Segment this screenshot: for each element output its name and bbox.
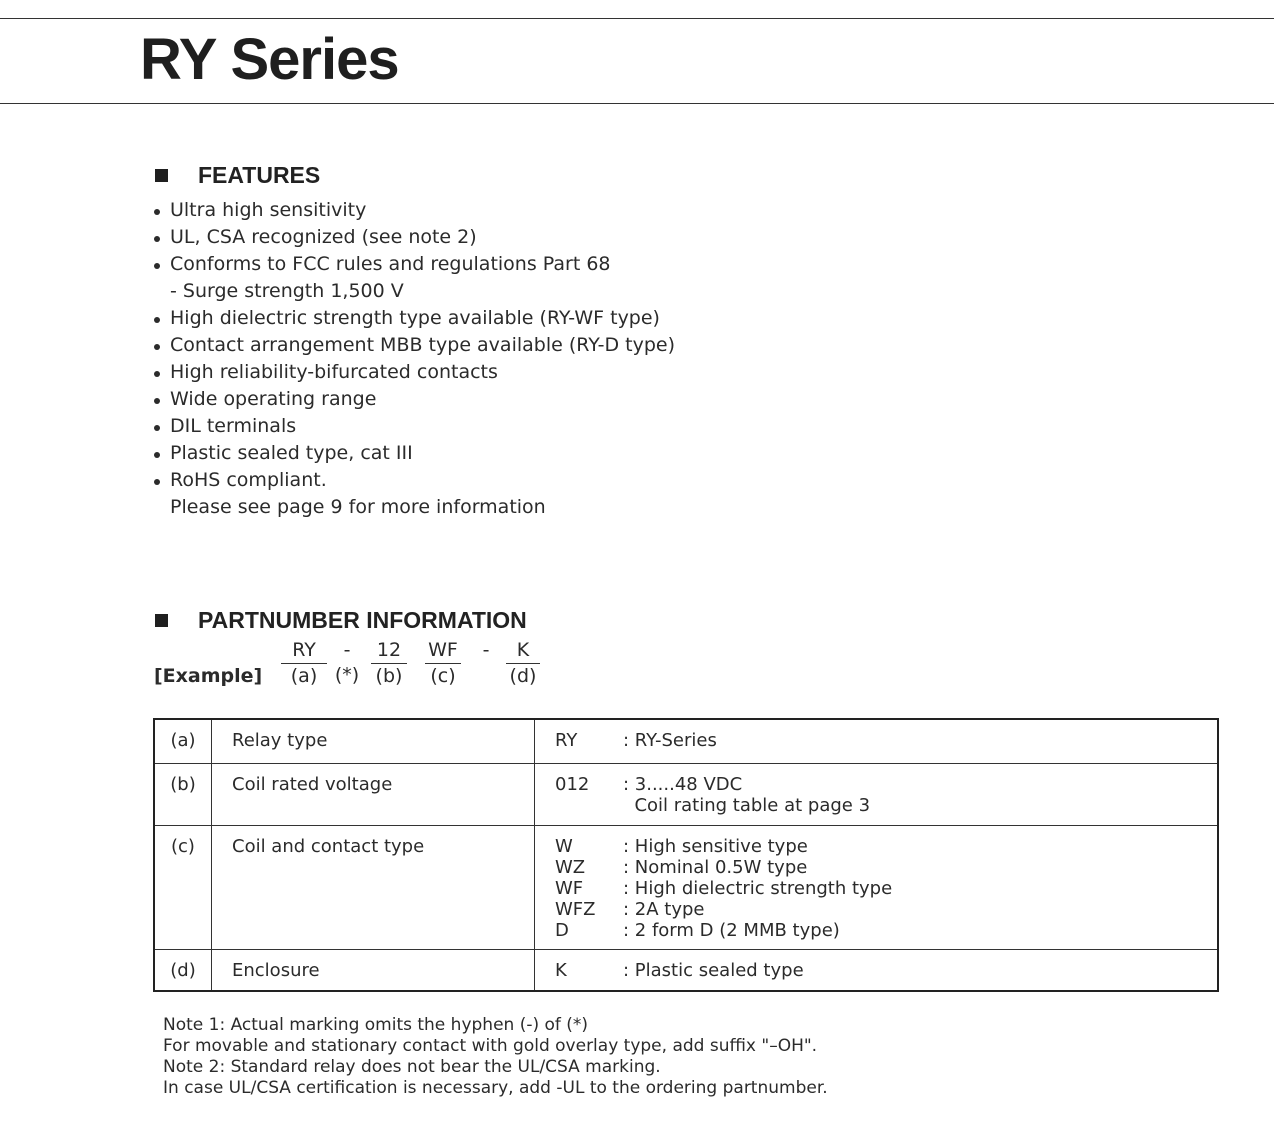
option-description: : 2A type [623,898,705,920]
example-segment-code: RY [281,639,327,664]
option-description: : High sensitive type [623,835,808,857]
feature-text: Ultra high sensitivity [170,199,367,221]
row-key: (a) [154,719,212,763]
feature-item [152,494,675,521]
example-segment [334,639,360,686]
option-line [555,730,1217,751]
features-list [152,197,675,521]
feature-text: RoHS compliant. [170,469,327,491]
option-line [555,836,1217,857]
option-line [555,960,1217,981]
partnumber-heading-label: PARTNUMBER INFORMATION [198,607,527,633]
bullet-dot-icon [152,251,170,278]
example-segment-key: (c) [430,665,456,687]
option-line [555,920,1217,941]
feature-text: Please see page 9 for more information [170,496,546,518]
example-segment-key: (b) [375,665,403,687]
features-heading-label: FEATURES [198,162,321,188]
option-code: WZ [555,856,586,878]
option-description: : RY-Series [623,730,717,751]
row-options [535,719,1219,763]
bullet-dot-icon [152,440,170,467]
example-segment-code: - [343,639,351,661]
example-segment-code: - [482,639,490,661]
table-row [154,763,1218,825]
row-name: Relay type [212,719,535,763]
bullet-dot-icon [152,359,170,386]
option-code: K [555,959,567,981]
feature-text: Plastic sealed type, cat III [170,442,413,464]
note-line: Note 1: Actual marking omits the hyphen (-) of (*) [163,1015,589,1035]
page-title: RY Series [140,27,399,92]
feature-item [152,413,675,440]
table-row [154,825,1218,949]
option-code: WF [555,877,584,899]
bullet-dot-icon [152,386,170,413]
feature-text: - Surge strength 1,500 V [170,280,404,302]
feature-item [152,305,675,332]
row-name: Enclosure [212,949,535,991]
table-row [154,719,1218,763]
example-segment-code: WF [425,639,461,664]
row-options [535,763,1219,825]
option-line [555,899,1217,920]
note-line: In case UL/CSA certification is necessary, add -UL to the ordering partnumber. [163,1078,828,1098]
example-segment [371,639,407,687]
feature-text: Contact arrangement MBB type available (RY-D type) [170,334,675,356]
option-line [555,878,1217,899]
option-code: 012 [555,773,590,795]
bullet-dot-icon [152,224,170,251]
row-name: Coil and contact type [212,825,535,949]
example-segment-key: (d) [509,665,537,687]
bullet-dot-icon [152,332,170,359]
feature-item [152,467,675,494]
option-code: WFZ [555,898,596,920]
indent-spacer [152,278,170,305]
feature-text: Conforms to FCC rules and regulations Part 68 [170,253,611,275]
feature-item [152,386,675,413]
option-description: : 2 form D (2 MMB type) [623,919,840,941]
row-options [535,825,1219,949]
row-name: Coil rated voltage [212,763,535,825]
feature-text: UL, CSA recognized (see note 2) [170,226,477,248]
features-heading [155,162,320,189]
feature-item [152,440,675,467]
feature-item [152,332,675,359]
feature-item [152,251,675,278]
header-rule-bottom [0,103,1274,104]
row-key: (d) [154,949,212,991]
option-line [555,774,1217,795]
example-segment-key: (*) [334,664,360,686]
option-code: W [555,835,573,857]
feature-item [152,278,675,305]
option-description: : 3.....48 VDC [623,773,743,795]
partnumber-heading [155,607,527,634]
bullet-dot-icon [152,197,170,224]
bullet-dot-icon [152,467,170,494]
option-code [555,795,623,816]
feature-item [152,359,675,386]
partnumber-table [153,718,1219,992]
square-bullet-icon [155,169,168,182]
option-code: RY [555,730,578,751]
option-description: : Nominal 0.5W type [623,856,808,878]
row-key: (b) [154,763,212,825]
feature-text: DIL terminals [170,415,297,437]
bullet-dot-icon [152,413,170,440]
feature-text: Wide operating range [170,388,377,410]
option-line [555,795,1217,816]
option-description: : Plastic sealed type [623,959,804,981]
row-key: (c) [154,825,212,949]
example-segment [506,639,540,687]
square-bullet-icon [155,614,168,627]
option-code: D [555,919,569,941]
table-row [154,949,1218,991]
example-segment-code: K [506,639,540,664]
option-line [555,857,1217,878]
note-line: Note 2: Standard relay does not bear the UL/CSA marking. [163,1057,661,1077]
example-segment [425,639,461,687]
row-options [535,949,1219,991]
example-segment-key: (a) [290,665,318,687]
feature-text: High reliability-bifurcated contacts [170,361,498,383]
bullet-dot-icon [152,305,170,332]
example-segment [476,639,496,664]
header-rule-top [0,18,1274,19]
option-description: : High dielectric strength type [623,877,893,899]
example-label: [Example] [154,665,263,687]
indent-spacer [152,494,170,521]
feature-item [152,197,675,224]
feature-item [152,224,675,251]
feature-text: High dielectric strength type available (RY-WF type) [170,307,660,329]
notes [163,1015,828,1099]
example-segment [281,639,327,687]
option-description: Coil rating table at page 3 [623,794,871,816]
note-line: For movable and stationary contact with gold overlay type, add suffix "–OH". [163,1036,818,1056]
example-segment-code: 12 [371,639,407,664]
